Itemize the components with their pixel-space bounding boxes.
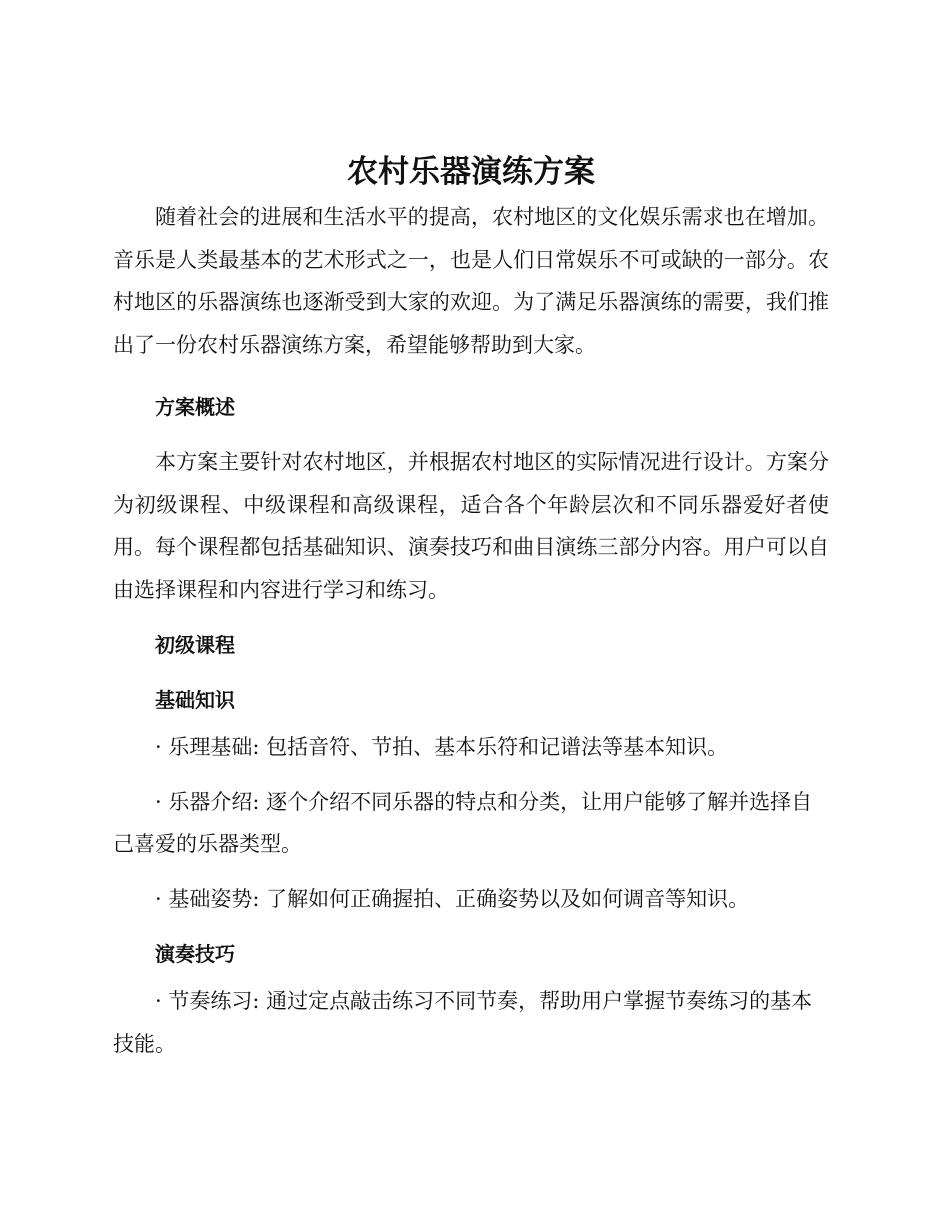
beginner-course-heading: 初级课程 — [155, 633, 235, 657]
technique-heading: 演奏技巧 — [155, 942, 235, 966]
overview-heading: 方案概述 — [155, 395, 235, 419]
basics-heading: 基础知识 — [155, 688, 235, 712]
basics-item-music-theory: · 乐理基础: 包括音符、节拍、基本乐符和记谱法等基本知识。 — [155, 735, 729, 759]
overview-paragraph: 本方案主要针对农村地区，并根据农村地区的实际情况进行设计。方案分为初级课程、中级课程和高级课程，适合各个年龄层次和不同乐器爱好者使用。每个课程都包括基础知识、演奏技巧和曲目演练三部分内容。用户可以自由选择课程和内容进行学习和练习。 — [113, 450, 829, 602]
document-page — [113, 148, 829, 1065]
document-title: 农村乐器演练方案 — [347, 154, 595, 190]
technique-item-rhythm: · 节奏练习: 通过定点敲击练习不同节奏，帮助用户掌握节奏练习的基本技能。 — [113, 989, 813, 1056]
intro-paragraph: 随着社会的进展和生活水平的提高，农村地区的文化娱乐需求也在增加。音乐是人类最基本的艺术形式之一，也是人们日常娱乐不可或缺的一部分。农村地区的乐器演练也逐渐受到大家的欢迎。为了满足乐器演练的需要，我们推出了一份农村乐器演练方案，希望能够帮助到大家。 — [113, 205, 829, 357]
basics-item-posture: · 基础姿势: 了解如何正确握拍、正确姿势以及如何调音等知识。 — [155, 886, 750, 911]
basics-item-instrument-intro: · 乐器介绍: 逐个介绍不同乐器的特点和分类，让用户能够了解并选择自己喜爱的乐器类型。 — [113, 789, 813, 856]
